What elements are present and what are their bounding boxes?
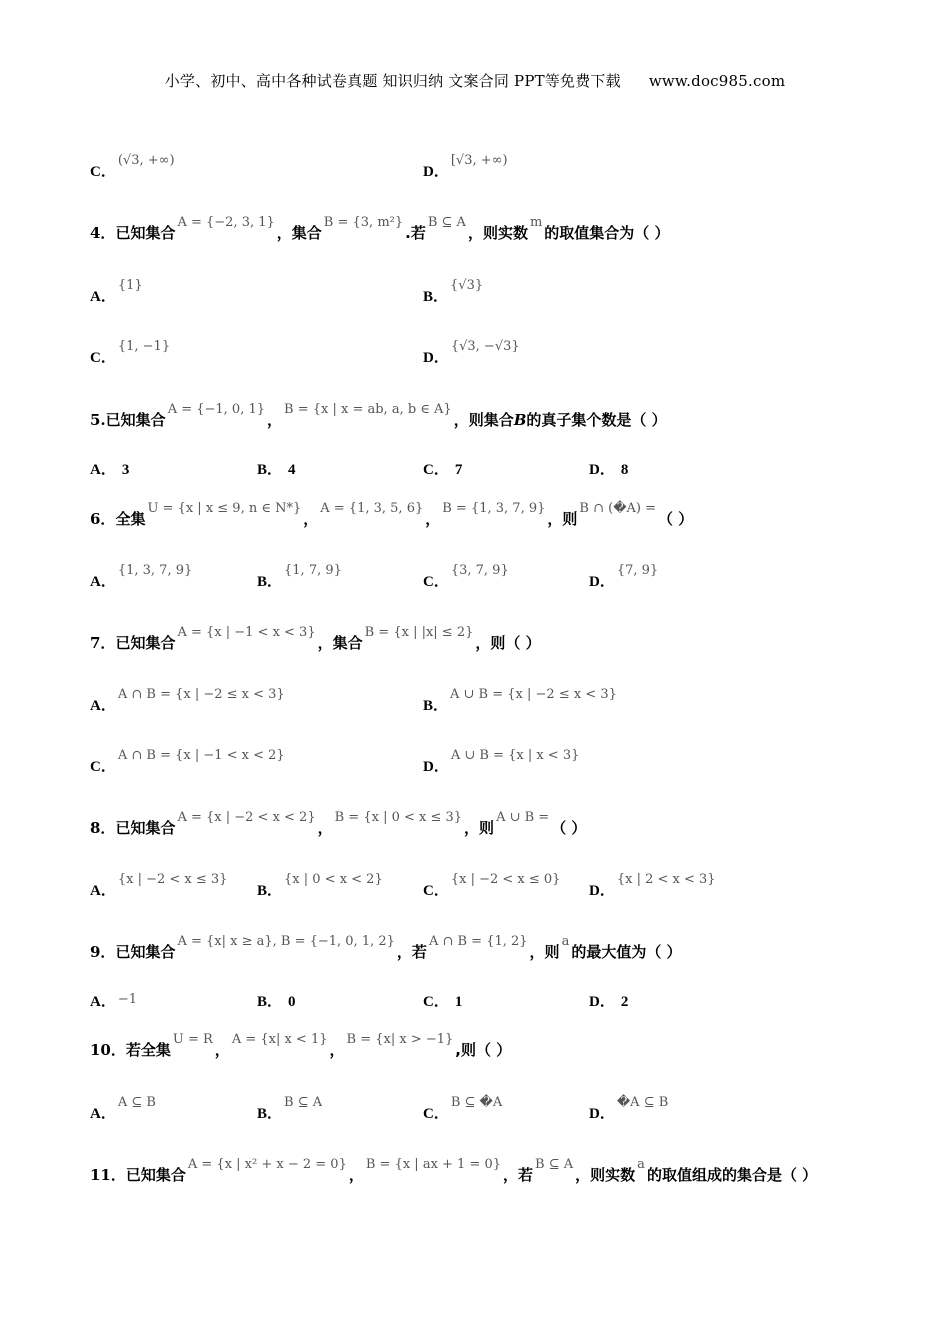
q10-option-b: B．$^{B ⊆ A}$ — [257, 1095, 323, 1122]
q5-stem: 5.已知集合$^{A = \{-1, 0, 1\}}$，$^{B = \{x | x = ab, a, b \in A\}}$，则集合B的真子集个数是（ ） — [90, 402, 667, 429]
q7-options-cd — [90, 748, 890, 795]
q8-option-d: D．$^{\{x | 2 < x < 3\}}$ — [589, 872, 716, 899]
q7-option-d: D．$^{A \cup B = \{x | x < 3\}}$ — [423, 748, 580, 775]
q10-options — [90, 1095, 890, 1142]
q10-option-a: A．$^{A ⊆ B}$ — [90, 1095, 156, 1122]
q4-option-b: B．$^{\{√3\}}$ — [423, 278, 484, 305]
q6-option-d: D．$^{\{7, 9\}}$ — [589, 563, 659, 590]
q6-option-b: B．$^{\{1, 7, 9\}}$ — [257, 563, 342, 590]
q4-options-ab — [90, 278, 890, 325]
q4-option-a: A．$^{\{1\}}$ — [90, 278, 143, 305]
q4-stem: 4．已知集合$^{A = \{-2, 3, 1\}}$，集合$^{B = \{3, m^2\}}$.若$^{B ⊆ A}$，则实数$^m$的取值集合为（ ） — [90, 215, 670, 242]
q6-stem: 6．全集$^{U = \{x | x \le 9, n \in N*\}}$，$^{A = \{1, 3, 5, 6\}}$，$^{B = \{1, 3, 7, 9\}}$，则$^{B \cap (�A) =}$（ ） — [90, 501, 694, 528]
q10-option-d: D．$^{�A ⊆ B}$ — [589, 1095, 669, 1122]
q7-option-c: C．$^{A \cap B = \{x | -1 < x < 2\}}$ — [90, 748, 285, 775]
q5-option-d: D． 8 — [589, 462, 629, 478]
q6-options — [90, 563, 890, 610]
q8-options — [90, 872, 890, 919]
q9-option-a: A． −1 — [90, 992, 138, 1010]
q5-options — [90, 458, 890, 498]
q5-option-a: A． 3 — [90, 462, 130, 478]
q9-option-c: C． 1 — [423, 994, 463, 1010]
q9-option-d: D． 2 — [589, 994, 629, 1010]
q8-option-b: B．$^{\{x | 0 < x < 2\}}$ — [257, 872, 383, 899]
q3-option-d: D．$^{[√3, +\infty)}$ — [423, 153, 508, 180]
q10-option-c: C．$^{B ⊆ �A}$ — [423, 1095, 503, 1122]
q11-stem: 11．已知集合$^{A = \{x | x^2 + x - 2 = 0\}}$，$^{B = \{x | ax + 1 = 0\}}$，若$^{B ⊆ A}$，则实数$^a$的取值组成的集合是（ ） — [90, 1157, 818, 1184]
q7-option-a: A．$^{A \cap B = \{x | -2 \le x < 3\}}$ — [90, 687, 285, 714]
q3-option-c: C．$^{(√3, +\infty)}$ — [90, 153, 175, 180]
q6-option-a: A．$^{\{1, 3, 7, 9\}}$ — [90, 563, 193, 590]
q3-options-row — [90, 153, 890, 200]
page-header — [0, 70, 950, 91]
q4-options-cd — [90, 339, 890, 386]
q8-stem: 8．已知集合$^{A = \{x | -2 < x < 2\}}$，$^{B = \{x | 0 < x \le 3\}}$，则$^{A \cup B =}$（ ） — [90, 810, 587, 837]
q9-options — [90, 990, 890, 1030]
q7-option-b: B．$^{A \cup B = \{x | -2 \le x < 3\}}$ — [423, 687, 617, 714]
q10-stem: 10．若全集$^{U = R}$，$^{A = \{x| x < 1\}}$，$^{B = \{x| x > -1\}}$,则（ ） — [90, 1032, 512, 1059]
q5-option-c: C． 7 — [423, 462, 463, 478]
q9-stem: 9．已知集合$^{A = \{x| x \ge a\}, B = \{-1, 0, 1, 2\}}$，若$^{A \cap B = \{1, 2\}}$，则$^a$的最大值为（ ） — [90, 934, 682, 961]
header-text: 小学、初中、高中各种试卷真题 知识归纳 文案合同 PPT等免费下载 — [164, 72, 621, 90]
q4-option-d: D．$^{\{√3, -√3\}}$ — [423, 339, 520, 366]
q4-option-c: C．$^{\{1, -1\}}$ — [90, 339, 171, 366]
q7-stem: 7．已知集合$^{A = \{x | -1 < x < 3\}}$，集合$^{B = \{x | |x| \le 2\}}$，则（ ） — [90, 625, 541, 652]
q8-option-c: C．$^{\{x | -2 < x \le 0\}}$ — [423, 872, 561, 899]
q6-option-c: C．$^{\{3, 7, 9\}}$ — [423, 563, 509, 590]
q7-options-ab — [90, 687, 890, 734]
q9-option-b: B． 0 — [257, 994, 296, 1010]
header-site: www.doc985.com — [648, 72, 786, 90]
q5-option-b: B． 4 — [257, 462, 296, 478]
q8-option-a: A．$^{\{x | -2 < x \le 3\}}$ — [90, 872, 228, 899]
